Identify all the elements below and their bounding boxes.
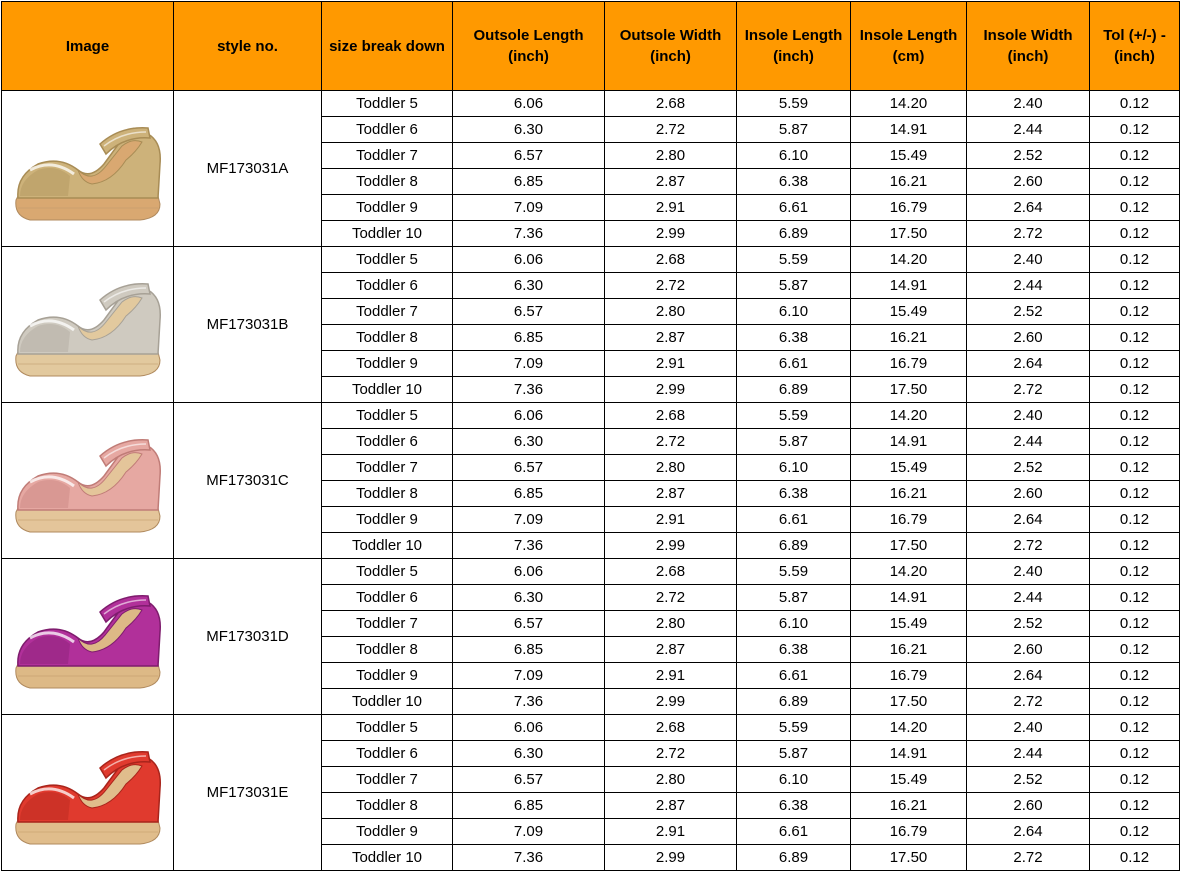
tolerance-cell: 0.12 [1090, 637, 1180, 663]
tolerance-cell: 0.12 [1090, 715, 1180, 741]
insole-width-inch-cell: 2.52 [967, 299, 1090, 325]
outsole-width-inch-cell: 2.99 [605, 533, 737, 559]
insole-length-cm-cell: 15.49 [851, 143, 967, 169]
tolerance-cell: 0.12 [1090, 689, 1180, 715]
tolerance-cell: 0.12 [1090, 117, 1180, 143]
outsole-width-inch-cell: 2.91 [605, 819, 737, 845]
outsole-length-inch-cell: 6.30 [453, 117, 605, 143]
outsole-length-inch-cell: 6.06 [453, 91, 605, 117]
outsole-length-inch-cell: 6.30 [453, 429, 605, 455]
outsole-length-inch-cell: 7.36 [453, 377, 605, 403]
outsole-width-inch-cell: 2.99 [605, 689, 737, 715]
size-cell: Toddler 7 [322, 767, 453, 793]
size-cell: Toddler 10 [322, 689, 453, 715]
insole-length-cm-cell: 17.50 [851, 689, 967, 715]
insole-width-inch-cell: 2.40 [967, 559, 1090, 585]
insole-length-cm-cell: 16.21 [851, 169, 967, 195]
insole-length-cm-cell: 16.79 [851, 195, 967, 221]
insole-length-cm-cell: 16.79 [851, 351, 967, 377]
insole-width-inch-cell: 2.72 [967, 221, 1090, 247]
outsole-length-inch-cell: 6.85 [453, 169, 605, 195]
outsole-width-inch-cell: 2.87 [605, 325, 737, 351]
style-no-cell: MF173031C [174, 403, 322, 559]
insole-length-cm-cell: 17.50 [851, 377, 967, 403]
table-body [2, 91, 1180, 871]
size-cell: Toddler 10 [322, 221, 453, 247]
outsole-width-inch-cell: 2.72 [605, 741, 737, 767]
size-cell: Toddler 6 [322, 117, 453, 143]
insole-length-cm-cell: 16.21 [851, 637, 967, 663]
insole-length-cm-cell: 15.49 [851, 455, 967, 481]
insole-width-inch-cell: 2.60 [967, 325, 1090, 351]
outsole-width-inch-cell: 2.68 [605, 403, 737, 429]
size-cell: Toddler 8 [322, 481, 453, 507]
table-row [2, 403, 1180, 429]
size-cell: Toddler 9 [322, 819, 453, 845]
insole-length-inch-cell: 6.89 [737, 377, 851, 403]
outsole-length-inch-cell: 6.30 [453, 585, 605, 611]
outsole-length-inch-cell: 7.36 [453, 845, 605, 871]
tolerance-cell: 0.12 [1090, 143, 1180, 169]
outsole-length-inch-cell: 6.30 [453, 273, 605, 299]
insole-length-cm-cell: 15.49 [851, 611, 967, 637]
size-cell: Toddler 9 [322, 663, 453, 689]
outsole-width-inch-cell: 2.68 [605, 91, 737, 117]
size-cell: Toddler 8 [322, 637, 453, 663]
size-cell: Toddler 5 [322, 403, 453, 429]
outsole-width-inch-cell: 2.72 [605, 117, 737, 143]
size-cell: Toddler 6 [322, 585, 453, 611]
size-cell: Toddler 10 [322, 533, 453, 559]
insole-width-inch-cell: 2.72 [967, 377, 1090, 403]
outsole-length-inch-cell: 6.85 [453, 793, 605, 819]
outsole-length-inch-cell: 7.09 [453, 819, 605, 845]
outsole-width-inch-cell: 2.91 [605, 195, 737, 221]
header-row [2, 2, 1180, 91]
pink-glitter-shoe-icon [8, 416, 168, 546]
insole-width-inch-cell: 2.44 [967, 117, 1090, 143]
insole-length-inch-cell: 6.89 [737, 221, 851, 247]
outsole-width-inch-cell: 2.68 [605, 715, 737, 741]
insole-length-cm-cell: 15.49 [851, 767, 967, 793]
outsole-width-inch-cell: 2.87 [605, 169, 737, 195]
insole-length-cm-cell: 16.79 [851, 819, 967, 845]
outsole-length-inch-cell: 6.06 [453, 403, 605, 429]
tolerance-inch-header: Tol (+/-) - (inch) [1090, 2, 1180, 91]
insole-length-cm-cell: 14.91 [851, 585, 967, 611]
tolerance-cell: 0.12 [1090, 195, 1180, 221]
insole-width-inch-cell: 2.44 [967, 273, 1090, 299]
insole-length-cm-cell: 14.20 [851, 715, 967, 741]
size-break-down-header: size break down [322, 2, 453, 91]
insole-width-inch-cell: 2.44 [967, 585, 1090, 611]
insole-width-inch-cell: 2.40 [967, 715, 1090, 741]
insole-width-inch-cell: 2.60 [967, 481, 1090, 507]
insole-length-inch-cell: 5.87 [737, 585, 851, 611]
insole-width-inch-cell: 2.40 [967, 247, 1090, 273]
insole-length-cm-cell: 14.20 [851, 247, 967, 273]
tolerance-cell: 0.12 [1090, 247, 1180, 273]
insole-width-inch-cell: 2.72 [967, 689, 1090, 715]
insole-length-cm-cell: 16.79 [851, 663, 967, 689]
outsole-length-inch-cell: 7.09 [453, 351, 605, 377]
red-glitter-shoe-icon [8, 728, 168, 858]
tolerance-cell: 0.12 [1090, 611, 1180, 637]
insole-width-inch-cell: 2.44 [967, 741, 1090, 767]
insole-length-inch-cell: 6.10 [737, 299, 851, 325]
size-cell: Toddler 9 [322, 507, 453, 533]
insole-length-cm-cell: 16.21 [851, 793, 967, 819]
insole-width-inch-cell: 2.40 [967, 403, 1090, 429]
outsole-width-inch-cell: 2.91 [605, 507, 737, 533]
size-cell: Toddler 7 [322, 299, 453, 325]
insole-width-inch-cell: 2.60 [967, 637, 1090, 663]
outsole-width-inch-cell: 2.80 [605, 455, 737, 481]
size-cell: Toddler 8 [322, 793, 453, 819]
insole-length-cm-cell: 14.20 [851, 559, 967, 585]
outsole-length-inch-cell: 6.06 [453, 715, 605, 741]
tolerance-cell: 0.12 [1090, 481, 1180, 507]
size-cell: Toddler 5 [322, 715, 453, 741]
outsole-width-inch-cell: 2.68 [605, 559, 737, 585]
insole-length-inch-cell: 6.38 [737, 325, 851, 351]
insole-length-inch-cell: 5.59 [737, 247, 851, 273]
insole-length-cm-cell: 16.79 [851, 507, 967, 533]
table-row [2, 91, 1180, 117]
insole-width-inch-cell: 2.40 [967, 91, 1090, 117]
outsole-length-inch-header: Outsole Length (inch) [453, 2, 605, 91]
outsole-length-inch-cell: 6.30 [453, 741, 605, 767]
size-cell: Toddler 7 [322, 455, 453, 481]
outsole-length-inch-cell: 6.06 [453, 559, 605, 585]
insole-length-inch-cell: 6.38 [737, 481, 851, 507]
insole-length-inch-cell: 6.89 [737, 689, 851, 715]
outsole-width-inch-cell: 2.99 [605, 377, 737, 403]
insole-length-cm-cell: 14.91 [851, 429, 967, 455]
outsole-length-inch-cell: 6.57 [453, 455, 605, 481]
insole-length-inch-cell: 6.61 [737, 507, 851, 533]
insole-width-inch-cell: 2.64 [967, 351, 1090, 377]
product-image-cell [2, 715, 174, 871]
insole-length-cm-cell: 14.20 [851, 91, 967, 117]
insole-width-inch-cell: 2.60 [967, 793, 1090, 819]
image-header: Image [2, 2, 174, 91]
style-no-cell: MF173031D [174, 559, 322, 715]
outsole-length-inch-cell: 6.57 [453, 299, 605, 325]
insole-length-inch-cell: 5.87 [737, 741, 851, 767]
style-no-cell: MF173031B [174, 247, 322, 403]
insole-length-inch-cell: 6.89 [737, 533, 851, 559]
insole-length-inch-cell: 6.38 [737, 637, 851, 663]
insole-length-inch-cell: 6.61 [737, 351, 851, 377]
insole-length-cm-cell: 14.20 [851, 403, 967, 429]
size-cell: Toddler 8 [322, 325, 453, 351]
tolerance-cell: 0.12 [1090, 845, 1180, 871]
outsole-width-inch-cell: 2.80 [605, 299, 737, 325]
outsole-width-inch-cell: 2.80 [605, 767, 737, 793]
insole-length-inch-cell: 6.61 [737, 663, 851, 689]
size-chart-table [1, 1, 1180, 871]
insole-length-cm-cell: 16.21 [851, 325, 967, 351]
outsole-width-inch-cell: 2.80 [605, 143, 737, 169]
insole-width-inch-cell: 2.52 [967, 611, 1090, 637]
size-cell: Toddler 9 [322, 351, 453, 377]
insole-length-inch-cell: 5.59 [737, 559, 851, 585]
insole-length-cm-header: Insole Length (cm) [851, 2, 967, 91]
insole-width-inch-cell: 2.52 [967, 455, 1090, 481]
outsole-length-inch-cell: 7.36 [453, 221, 605, 247]
product-image-cell [2, 559, 174, 715]
insole-width-inch-cell: 2.64 [967, 195, 1090, 221]
tolerance-cell: 0.12 [1090, 299, 1180, 325]
table-row [2, 715, 1180, 741]
outsole-width-inch-cell: 2.68 [605, 247, 737, 273]
outsole-width-inch-cell: 2.72 [605, 585, 737, 611]
insole-width-inch-cell: 2.64 [967, 663, 1090, 689]
tolerance-cell: 0.12 [1090, 325, 1180, 351]
tolerance-cell: 0.12 [1090, 377, 1180, 403]
outsole-length-inch-cell: 7.09 [453, 507, 605, 533]
tolerance-cell: 0.12 [1090, 533, 1180, 559]
size-cell: Toddler 5 [322, 559, 453, 585]
size-cell: Toddler 7 [322, 611, 453, 637]
insole-width-inch-cell: 2.52 [967, 767, 1090, 793]
tolerance-cell: 0.12 [1090, 221, 1180, 247]
insole-width-inch-cell: 2.44 [967, 429, 1090, 455]
insole-length-inch-cell: 5.87 [737, 429, 851, 455]
size-cell: Toddler 8 [322, 169, 453, 195]
outsole-length-inch-cell: 7.36 [453, 533, 605, 559]
insole-length-cm-cell: 16.21 [851, 481, 967, 507]
gold-glitter-shoe-icon [8, 104, 168, 234]
outsole-width-inch-cell: 2.72 [605, 273, 737, 299]
insole-width-inch-cell: 2.52 [967, 143, 1090, 169]
outsole-width-inch-cell: 2.91 [605, 351, 737, 377]
insole-length-cm-cell: 14.91 [851, 117, 967, 143]
insole-length-inch-cell: 6.38 [737, 169, 851, 195]
outsole-width-inch-cell: 2.87 [605, 637, 737, 663]
tolerance-cell: 0.12 [1090, 559, 1180, 585]
outsole-length-inch-cell: 6.57 [453, 143, 605, 169]
insole-length-inch-cell: 6.10 [737, 611, 851, 637]
insole-width-inch-cell: 2.64 [967, 819, 1090, 845]
tolerance-cell: 0.12 [1090, 91, 1180, 117]
insole-width-inch-cell: 2.72 [967, 533, 1090, 559]
tolerance-cell: 0.12 [1090, 429, 1180, 455]
table-row [2, 247, 1180, 273]
tolerance-cell: 0.12 [1090, 819, 1180, 845]
outsole-width-inch-cell: 2.80 [605, 611, 737, 637]
insole-length-inch-cell: 6.10 [737, 767, 851, 793]
outsole-length-inch-cell: 6.85 [453, 637, 605, 663]
size-cell: Toddler 10 [322, 377, 453, 403]
size-cell: Toddler 6 [322, 273, 453, 299]
insole-length-cm-cell: 14.91 [851, 273, 967, 299]
size-cell: Toddler 5 [322, 91, 453, 117]
tolerance-cell: 0.12 [1090, 663, 1180, 689]
insole-length-inch-cell: 6.89 [737, 845, 851, 871]
tolerance-cell: 0.12 [1090, 455, 1180, 481]
insole-width-inch-cell: 2.64 [967, 507, 1090, 533]
silver-glitter-shoe-icon [8, 260, 168, 390]
outsole-length-inch-cell: 6.85 [453, 481, 605, 507]
tolerance-cell: 0.12 [1090, 403, 1180, 429]
size-cell: Toddler 6 [322, 429, 453, 455]
insole-length-cm-cell: 17.50 [851, 533, 967, 559]
product-image-cell [2, 91, 174, 247]
size-cell: Toddler 9 [322, 195, 453, 221]
insole-width-inch-header: Insole Width (inch) [967, 2, 1090, 91]
insole-length-inch-cell: 5.59 [737, 715, 851, 741]
insole-length-inch-cell: 6.10 [737, 455, 851, 481]
tolerance-cell: 0.12 [1090, 507, 1180, 533]
tolerance-cell: 0.12 [1090, 585, 1180, 611]
insole-length-inch-cell: 6.61 [737, 195, 851, 221]
size-cell: Toddler 7 [322, 143, 453, 169]
tolerance-cell: 0.12 [1090, 793, 1180, 819]
insole-length-cm-cell: 17.50 [851, 845, 967, 871]
outsole-length-inch-cell: 6.57 [453, 767, 605, 793]
product-image-cell [2, 247, 174, 403]
insole-length-inch-cell: 5.87 [737, 273, 851, 299]
insole-length-inch-cell: 5.59 [737, 403, 851, 429]
outsole-width-inch-cell: 2.87 [605, 481, 737, 507]
insole-width-inch-cell: 2.60 [967, 169, 1090, 195]
tolerance-cell: 0.12 [1090, 741, 1180, 767]
size-cell: Toddler 10 [322, 845, 453, 871]
outsole-width-inch-cell: 2.72 [605, 429, 737, 455]
style-no-header: style no. [174, 2, 322, 91]
product-image-cell [2, 403, 174, 559]
tolerance-cell: 0.12 [1090, 351, 1180, 377]
outsole-length-inch-cell: 7.09 [453, 663, 605, 689]
outsole-width-inch-cell: 2.99 [605, 845, 737, 871]
insole-length-inch-cell: 5.59 [737, 91, 851, 117]
outsole-length-inch-cell: 7.36 [453, 689, 605, 715]
insole-length-cm-cell: 14.91 [851, 741, 967, 767]
tolerance-cell: 0.12 [1090, 767, 1180, 793]
outsole-length-inch-cell: 6.06 [453, 247, 605, 273]
insole-width-inch-cell: 2.72 [967, 845, 1090, 871]
insole-length-cm-cell: 15.49 [851, 299, 967, 325]
size-cell: Toddler 6 [322, 741, 453, 767]
tolerance-cell: 0.12 [1090, 169, 1180, 195]
insole-length-inch-cell: 6.10 [737, 143, 851, 169]
outsole-length-inch-cell: 7.09 [453, 195, 605, 221]
size-cell: Toddler 5 [322, 247, 453, 273]
style-no-cell: MF173031A [174, 91, 322, 247]
table-row [2, 559, 1180, 585]
insole-length-inch-cell: 5.87 [737, 117, 851, 143]
insole-length-inch-header: Insole Length (inch) [737, 2, 851, 91]
insole-length-inch-cell: 6.61 [737, 819, 851, 845]
insole-length-cm-cell: 17.50 [851, 221, 967, 247]
tolerance-cell: 0.12 [1090, 273, 1180, 299]
insole-length-inch-cell: 6.38 [737, 793, 851, 819]
outsole-width-inch-cell: 2.99 [605, 221, 737, 247]
outsole-width-inch-cell: 2.87 [605, 793, 737, 819]
outsole-length-inch-cell: 6.85 [453, 325, 605, 351]
purple-glitter-shoe-icon [8, 572, 168, 702]
outsole-width-inch-header: Outsole Width (inch) [605, 2, 737, 91]
outsole-width-inch-cell: 2.91 [605, 663, 737, 689]
style-no-cell: MF173031E [174, 715, 322, 871]
outsole-length-inch-cell: 6.57 [453, 611, 605, 637]
